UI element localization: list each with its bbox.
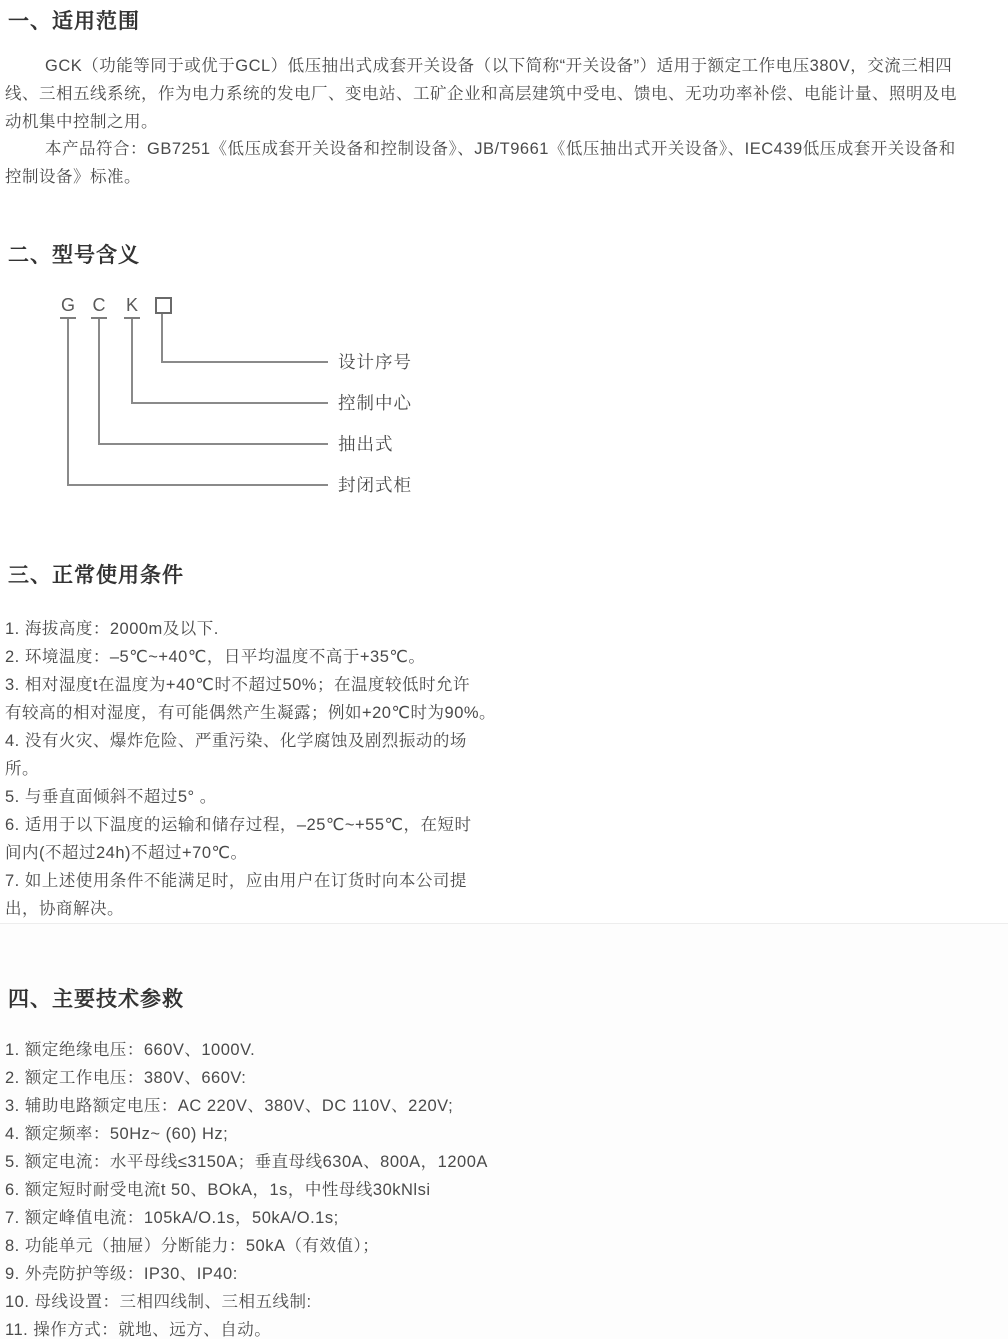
connector-line-box [161,314,163,363]
parameter-item: 4. 额定频率：50Hz~ (60) Hz; [5,1125,229,1143]
condition-item: 6. 适用于以下温度的运输和储存过程，–25℃~+55℃，在短时 [5,816,472,834]
diagram-label-enclosed-cabinet: 封闭式柜 [338,475,412,495]
parameter-item: 11. 操作方式：就地、远方、自动。 [5,1321,272,1339]
connector-line-design-no [161,361,328,363]
parameter-item: 5. 额定电流：水平母线≤3150A；垂直母线630A、800A，1200A [5,1153,488,1171]
condition-item: 1. 海拔高度：2000m及以下. [5,620,219,638]
section1-heading: 一、适用范围 [8,10,140,33]
connector-line-k [131,319,133,404]
connector-line-enclosed-cabinet [67,484,328,486]
section4-heading: 四、主要技术参救 [8,988,184,1011]
condition-item: 所。 [5,760,39,778]
condition-item: 有较高的相对湿度，有可能偶然产生凝露；例如+20℃时为90%。 [5,704,497,722]
section2-heading: 二、型号含义 [8,244,140,267]
parameter-item: 10. 母线设置：三相四线制、三相五线制: [5,1293,312,1311]
parameter-item: 9. 外壳防护等级：IP30、IP40: [5,1265,238,1283]
parameter-item: 2. 额定工作电压：380V、660V: [5,1069,247,1087]
section1-paragraph-line: 线、三相五线系统，作为电力系统的发电厂、变电站、工矿企业和高层建筑中受电、馈电、无功功率补偿、电能计量、照明及电 [5,85,957,103]
model-letter-k: K [125,295,138,315]
condition-item: 3. 相对湿度t在温度为+40℃时不超过50%；在温度较低时允许 [5,676,470,694]
model-letter-c: C [92,295,106,315]
diagram-label-control-center: 控制中心 [338,393,412,413]
section1-paragraph-line: 控制设备》标准。 [5,168,141,186]
condition-item: 2. 环境温度：–5℃~+40℃，日平均温度不高于+35℃。 [5,648,426,666]
condition-item: 7. 如上述使用条件不能满足时，应由用户在订货时向本公司提 [5,872,467,890]
section-divider-line [0,923,1008,924]
connector-line-control-center [131,402,328,404]
parameter-item: 6. 额定短时耐受电流t 50、BOkA，1s，中性母线30kNlsi [5,1181,431,1199]
condition-item: 出，协商解决。 [5,900,124,918]
parameter-item: 3. 辅助电路额定电压：AC 220V、380V、DC 110V、220V; [5,1097,454,1115]
condition-item: 5. 与垂直面倾斜不超过5° 。 [5,788,217,806]
parameter-item: 7. 额定峰值电流：105kA/O.1s，50kA/O.1s; [5,1209,339,1227]
model-letter-g: G [60,295,75,315]
parameter-item: 8. 功能单元（抽屉）分断能力：50kA（有效值）； [5,1237,380,1255]
connector-line-g [67,319,69,486]
diagram-label-withdrawable: 抽出式 [338,434,394,454]
connector-line-withdrawable [98,443,328,445]
condition-item: 4. 没有火灾、爆炸危险、严重污染、化学腐蚀及剧烈振动的场 [5,732,467,750]
connector-line-c [98,319,100,445]
condition-item: 间内(不超过24h)不超过+70℃。 [5,844,248,862]
section1-paragraph-line: 本产品符合：GB7251《低压成套开关设备和控制设备》、JB/T9661《低压抽出式开关设备》、IEC439低压成套开关设备和 [45,140,956,158]
parameter-item: 1. 额定绝缘电压：660V、1000V. [5,1041,256,1059]
section1-paragraph-line: GCK（功能等同于或优于GCL）低压抽出式成套开关设备（以下简称“开关设备”）适用于额定工作电压380V，交流三相四 [45,57,953,75]
model-placeholder-box [155,297,172,314]
diagram-label-design-serial: 设计序号 [338,352,412,372]
section1-paragraph-line: 动机集中控制之用。 [5,113,158,131]
section3-heading: 三、正常使用条件 [8,564,184,587]
